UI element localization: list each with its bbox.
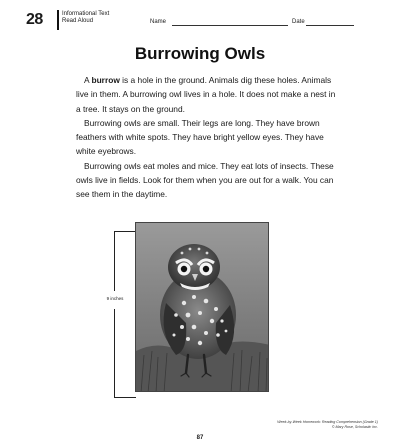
- paragraph-1: [76, 73, 338, 116]
- credit-line-1: Week-by-Week Homework: Reading Comprehension (Grade 1): [277, 420, 378, 424]
- lesson-type-line2: Read Aloud: [62, 18, 94, 24]
- worksheet-header: [0, 0, 400, 34]
- name-field[interactable]: [172, 25, 288, 26]
- copyright-credit: [277, 420, 378, 430]
- vocab-word-burrow: burrow: [91, 75, 120, 85]
- paragraph-1-rest: is a hole in the ground. Animals dig these holes. Animals live in them. A burrowing owl lives in a hole. It does not make a nest in a tree. It stays on the ground.: [76, 75, 336, 114]
- date-field[interactable]: [306, 25, 354, 26]
- lesson-type-line1: Informational Text: [62, 11, 110, 17]
- date-label: Date: [292, 19, 305, 25]
- paragraph-2: Burrowing owls are small. Their legs are long. They have brown feathers with white spots. They have bright yellow eyes. They have white eyebrows.: [76, 117, 324, 157]
- size-bracket: [114, 231, 136, 398]
- credit-line-2: © Mary Rose, Scholastic Inc.: [331, 425, 378, 429]
- lesson-number: 28: [26, 11, 43, 28]
- paragraph-3: Burrowing owls eat moles and mice. They eat lots of insects. These owls live in fields. Look for them when you are out for a walk. You can see them in the daytime.: [76, 160, 334, 200]
- paragraph-1-prefix: A: [84, 75, 92, 85]
- burrowing-owl-photo: [135, 222, 269, 392]
- header-divider: [57, 10, 59, 30]
- lesson-type: [62, 11, 109, 25]
- owl-illustration: [136, 223, 269, 392]
- size-label: 9 inches: [106, 296, 124, 301]
- article-body: [76, 73, 338, 202]
- page-number: 87: [196, 435, 204, 441]
- name-label: Name: [150, 19, 167, 25]
- page-title: Burrowing Owls: [134, 44, 266, 63]
